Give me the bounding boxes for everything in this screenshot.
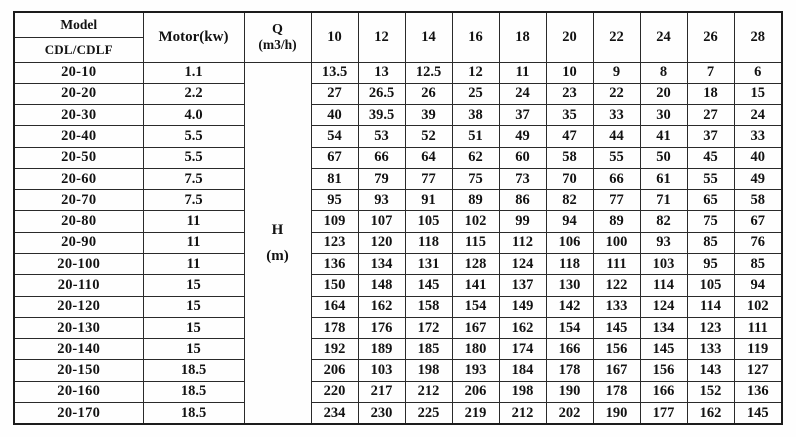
motor-power-cell: 7.5 <box>143 190 244 211</box>
model-cell: 20-150 <box>14 360 143 381</box>
head-value-cell: 206 <box>311 360 358 381</box>
motor-power-cell: 11 <box>143 254 244 275</box>
table-row <box>14 62 782 83</box>
head-value-cell: 22 <box>593 83 640 104</box>
head-value-cell: 230 <box>358 403 405 425</box>
flow-column-header-22: 22 <box>593 12 640 62</box>
motor-power-cell: 18.5 <box>143 403 244 425</box>
head-value-cell: 49 <box>734 168 782 189</box>
head-value-cell: 105 <box>405 211 452 232</box>
head-value-cell: 73 <box>499 168 546 189</box>
motor-header: Motor(kw) <box>143 12 244 62</box>
head-value-cell: 133 <box>593 296 640 317</box>
model-cell: 20-10 <box>14 62 143 83</box>
head-value-cell: 176 <box>358 317 405 338</box>
head-value-cell: 93 <box>358 190 405 211</box>
head-value-cell: 82 <box>640 211 687 232</box>
model-cell: 20-100 <box>14 254 143 275</box>
head-value-cell: 9 <box>593 62 640 83</box>
head-value-cell: 7 <box>687 62 734 83</box>
head-value-cell: 86 <box>499 190 546 211</box>
head-value-cell: 177 <box>640 403 687 425</box>
head-value-cell: 67 <box>734 211 782 232</box>
head-value-cell: 198 <box>499 381 546 402</box>
head-value-cell: 85 <box>687 232 734 253</box>
head-value-cell: 178 <box>593 381 640 402</box>
head-value-cell: 37 <box>499 105 546 126</box>
head-value-cell: 55 <box>687 168 734 189</box>
head-value-cell: 33 <box>593 105 640 126</box>
head-value-cell: 75 <box>452 168 499 189</box>
table-row <box>14 211 782 232</box>
head-value-cell: 137 <box>499 275 546 296</box>
head-value-cell: 118 <box>405 232 452 253</box>
head-value-cell: 145 <box>405 275 452 296</box>
head-value-cell: 166 <box>640 381 687 402</box>
head-value-cell: 6 <box>734 62 782 83</box>
head-value-cell: 35 <box>546 105 593 126</box>
model-cell: 20-120 <box>14 296 143 317</box>
head-unit-cell <box>244 62 311 424</box>
model-cell: 20-20 <box>14 83 143 104</box>
head-value-cell: 220 <box>311 381 358 402</box>
head-value-cell: 49 <box>499 126 546 147</box>
head-value-cell: 123 <box>311 232 358 253</box>
head-value-cell: 178 <box>546 360 593 381</box>
table-row <box>14 126 782 147</box>
motor-power-cell: 15 <box>143 275 244 296</box>
head-value-cell: 81 <box>311 168 358 189</box>
head-value-cell: 102 <box>452 211 499 232</box>
head-value-cell: 85 <box>734 254 782 275</box>
head-value-cell: 202 <box>546 403 593 425</box>
table-row <box>14 254 782 275</box>
flow-column-header-18: 18 <box>499 12 546 62</box>
head-value-cell: 58 <box>546 147 593 168</box>
head-value-cell: 55 <box>593 147 640 168</box>
head-value-cell: 190 <box>593 403 640 425</box>
head-value-cell: 70 <box>546 168 593 189</box>
head-value-cell: 20 <box>640 83 687 104</box>
head-value-cell: 105 <box>687 275 734 296</box>
motor-power-cell: 7.5 <box>143 168 244 189</box>
h-symbol-label: H <box>271 221 284 238</box>
head-value-cell: 192 <box>311 339 358 360</box>
head-value-cell: 118 <box>546 254 593 275</box>
head-value-cell: 166 <box>546 339 593 360</box>
motor-power-cell: 11 <box>143 211 244 232</box>
model-cell: 20-70 <box>14 190 143 211</box>
head-value-cell: 75 <box>687 211 734 232</box>
head-value-cell: 154 <box>452 296 499 317</box>
flow-column-header-20: 20 <box>546 12 593 62</box>
head-value-cell: 124 <box>499 254 546 275</box>
table-row <box>14 339 782 360</box>
model-header: Model <box>14 12 143 37</box>
flow-column-header-28: 28 <box>734 12 782 62</box>
head-value-cell: 162 <box>499 317 546 338</box>
head-value-cell: 193 <box>452 360 499 381</box>
head-value-cell: 190 <box>546 381 593 402</box>
h-unit-label: (m) <box>266 247 289 264</box>
table-body <box>14 62 782 424</box>
table-row <box>14 403 782 425</box>
model-cell: 20-40 <box>14 126 143 147</box>
model-cell: 20-110 <box>14 275 143 296</box>
head-value-cell: 111 <box>593 254 640 275</box>
head-value-cell: 134 <box>640 317 687 338</box>
head-value-cell: 91 <box>405 190 452 211</box>
head-value-cell: 89 <box>593 211 640 232</box>
motor-power-cell: 4.0 <box>143 105 244 126</box>
head-value-cell: 94 <box>734 275 782 296</box>
head-value-cell: 99 <box>499 211 546 232</box>
head-value-cell: 131 <box>405 254 452 275</box>
head-value-cell: 13.5 <box>311 62 358 83</box>
head-value-cell: 95 <box>311 190 358 211</box>
head-value-cell: 33 <box>734 126 782 147</box>
head-value-cell: 95 <box>687 254 734 275</box>
model-subheader: CDL/CDLF <box>14 37 143 62</box>
head-value-cell: 66 <box>593 168 640 189</box>
head-value-cell: 145 <box>734 403 782 425</box>
head-value-cell: 47 <box>546 126 593 147</box>
head-value-cell: 156 <box>593 339 640 360</box>
model-cell: 20-160 <box>14 381 143 402</box>
head-value-cell: 119 <box>734 339 782 360</box>
head-value-cell: 136 <box>734 381 782 402</box>
model-cell: 20-30 <box>14 105 143 126</box>
head-value-cell: 174 <box>499 339 546 360</box>
head-value-cell: 62 <box>452 147 499 168</box>
table-row <box>14 83 782 104</box>
motor-power-cell: 1.1 <box>143 62 244 83</box>
head-value-cell: 106 <box>546 232 593 253</box>
head-value-cell: 39 <box>405 105 452 126</box>
head-value-cell: 145 <box>640 339 687 360</box>
head-value-cell: 103 <box>640 254 687 275</box>
head-value-cell: 26 <box>405 83 452 104</box>
table-header <box>14 12 782 62</box>
model-cell: 20-170 <box>14 403 143 425</box>
head-value-cell: 141 <box>452 275 499 296</box>
motor-power-cell: 15 <box>143 339 244 360</box>
head-value-cell: 10 <box>546 62 593 83</box>
head-value-cell: 13 <box>358 62 405 83</box>
flow-unit-header <box>244 12 311 62</box>
q-symbol-label: Q <box>272 22 283 38</box>
head-value-cell: 24 <box>499 83 546 104</box>
head-value-cell: 112 <box>499 232 546 253</box>
head-value-cell: 167 <box>452 317 499 338</box>
head-value-cell: 15 <box>734 83 782 104</box>
head-value-cell: 44 <box>593 126 640 147</box>
head-value-cell: 212 <box>405 381 452 402</box>
head-value-cell: 149 <box>499 296 546 317</box>
head-value-cell: 52 <box>405 126 452 147</box>
head-value-cell: 50 <box>640 147 687 168</box>
head-value-cell: 115 <box>452 232 499 253</box>
head-value-cell: 103 <box>358 360 405 381</box>
head-value-cell: 39.5 <box>358 105 405 126</box>
head-value-cell: 133 <box>687 339 734 360</box>
head-value-cell: 225 <box>405 403 452 425</box>
head-value-cell: 41 <box>640 126 687 147</box>
head-value-cell: 71 <box>640 190 687 211</box>
head-value-cell: 217 <box>358 381 405 402</box>
head-value-cell: 100 <box>593 232 640 253</box>
head-value-cell: 219 <box>452 403 499 425</box>
model-cell: 20-130 <box>14 317 143 338</box>
head-value-cell: 38 <box>452 105 499 126</box>
table-row <box>14 168 782 189</box>
motor-power-cell: 5.5 <box>143 126 244 147</box>
head-value-cell: 148 <box>358 275 405 296</box>
table-row <box>14 317 782 338</box>
head-value-cell: 79 <box>358 168 405 189</box>
model-cell: 20-60 <box>14 168 143 189</box>
head-value-cell: 134 <box>358 254 405 275</box>
head-value-cell: 54 <box>311 126 358 147</box>
table-row <box>14 360 782 381</box>
head-value-cell: 158 <box>405 296 452 317</box>
model-cell: 20-90 <box>14 232 143 253</box>
head-value-cell: 76 <box>734 232 782 253</box>
head-value-cell: 26.5 <box>358 83 405 104</box>
head-value-cell: 40 <box>311 105 358 126</box>
motor-power-cell: 2.2 <box>143 83 244 104</box>
head-value-cell: 30 <box>640 105 687 126</box>
q-unit-label: (m3/h) <box>258 36 297 52</box>
flow-column-header-26: 26 <box>687 12 734 62</box>
head-value-cell: 12 <box>452 62 499 83</box>
motor-power-cell: 15 <box>143 296 244 317</box>
head-value-cell: 93 <box>640 232 687 253</box>
motor-power-cell: 18.5 <box>143 360 244 381</box>
flow-column-header-10: 10 <box>311 12 358 62</box>
head-value-cell: 12.5 <box>405 62 452 83</box>
head-value-cell: 58 <box>734 190 782 211</box>
table-row <box>14 105 782 126</box>
head-value-cell: 23 <box>546 83 593 104</box>
head-value-cell: 162 <box>687 403 734 425</box>
motor-power-cell: 5.5 <box>143 147 244 168</box>
head-value-cell: 143 <box>687 360 734 381</box>
flow-column-header-16: 16 <box>452 12 499 62</box>
head-value-cell: 150 <box>311 275 358 296</box>
head-value-cell: 154 <box>546 317 593 338</box>
head-value-cell: 127 <box>734 360 782 381</box>
table-row <box>14 232 782 253</box>
head-value-cell: 184 <box>499 360 546 381</box>
head-value-cell: 164 <box>311 296 358 317</box>
head-value-cell: 11 <box>499 62 546 83</box>
head-value-cell: 67 <box>311 147 358 168</box>
head-value-cell: 114 <box>640 275 687 296</box>
head-value-cell: 65 <box>687 190 734 211</box>
head-value-cell: 66 <box>358 147 405 168</box>
head-value-cell: 212 <box>499 403 546 425</box>
flow-column-header-24: 24 <box>640 12 687 62</box>
head-value-cell: 25 <box>452 83 499 104</box>
head-value-cell: 18 <box>687 83 734 104</box>
table-row <box>14 381 782 402</box>
head-value-cell: 111 <box>734 317 782 338</box>
head-value-cell: 60 <box>499 147 546 168</box>
head-value-cell: 180 <box>452 339 499 360</box>
head-value-cell: 89 <box>452 190 499 211</box>
head-value-cell: 172 <box>405 317 452 338</box>
head-value-cell: 206 <box>452 381 499 402</box>
head-value-cell: 198 <box>405 360 452 381</box>
head-value-cell: 40 <box>734 147 782 168</box>
head-value-cell: 114 <box>687 296 734 317</box>
head-value-cell: 124 <box>640 296 687 317</box>
head-value-cell: 109 <box>311 211 358 232</box>
head-value-cell: 156 <box>640 360 687 381</box>
head-value-cell: 82 <box>546 190 593 211</box>
table-row <box>14 147 782 168</box>
head-value-cell: 61 <box>640 168 687 189</box>
head-value-cell: 24 <box>734 105 782 126</box>
head-value-cell: 130 <box>546 275 593 296</box>
head-value-cell: 51 <box>452 126 499 147</box>
flow-column-header-12: 12 <box>358 12 405 62</box>
head-value-cell: 234 <box>311 403 358 425</box>
head-value-cell: 8 <box>640 62 687 83</box>
motor-power-cell: 15 <box>143 317 244 338</box>
head-value-cell: 142 <box>546 296 593 317</box>
model-cell: 20-50 <box>14 147 143 168</box>
head-value-cell: 64 <box>405 147 452 168</box>
table-row <box>14 190 782 211</box>
head-value-cell: 152 <box>687 381 734 402</box>
head-value-cell: 37 <box>687 126 734 147</box>
head-value-cell: 136 <box>311 254 358 275</box>
head-value-cell: 94 <box>546 211 593 232</box>
head-value-cell: 107 <box>358 211 405 232</box>
head-value-cell: 123 <box>687 317 734 338</box>
head-value-cell: 185 <box>405 339 452 360</box>
motor-power-cell: 18.5 <box>143 381 244 402</box>
head-value-cell: 27 <box>311 83 358 104</box>
motor-power-cell: 11 <box>143 232 244 253</box>
model-cell: 20-80 <box>14 211 143 232</box>
head-value-cell: 162 <box>358 296 405 317</box>
head-value-cell: 167 <box>593 360 640 381</box>
head-value-cell: 27 <box>687 105 734 126</box>
table-row <box>14 296 782 317</box>
head-value-cell: 77 <box>405 168 452 189</box>
head-value-cell: 128 <box>452 254 499 275</box>
head-value-cell: 145 <box>593 317 640 338</box>
head-value-cell: 189 <box>358 339 405 360</box>
head-value-cell: 53 <box>358 126 405 147</box>
head-value-cell: 102 <box>734 296 782 317</box>
head-value-cell: 120 <box>358 232 405 253</box>
table-row <box>14 275 782 296</box>
model-cell: 20-140 <box>14 339 143 360</box>
pump-spec-table <box>13 11 783 425</box>
head-value-cell: 77 <box>593 190 640 211</box>
flow-column-header-14: 14 <box>405 12 452 62</box>
head-value-cell: 45 <box>687 147 734 168</box>
head-value-cell: 178 <box>311 317 358 338</box>
head-value-cell: 122 <box>593 275 640 296</box>
